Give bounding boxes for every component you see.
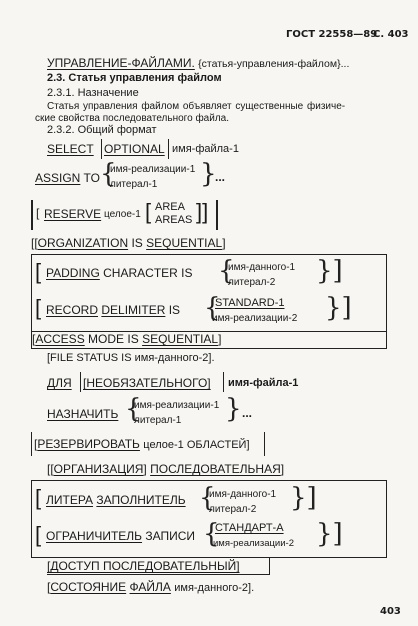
section-title xyxy=(47,56,349,70)
rezerv-line: [РЕЗЕРВИРОВАТЬ целое-1 ОБЛАСТЕЙ] xyxy=(34,437,250,451)
brace-right: } xyxy=(200,159,217,189)
litera-open: [ xyxy=(35,485,42,510)
organization-line xyxy=(31,236,226,250)
kw-access: ACCESS xyxy=(35,332,85,346)
reserve-bar-right xyxy=(216,200,218,230)
kw-organization: ORGANIZATION xyxy=(37,236,129,250)
description-line-2: ские свойства последовательного файла. xyxy=(35,113,230,124)
kw-rezerv: РЕЗЕРВИРОВАТЬ xyxy=(37,437,140,451)
reserve-open: [ xyxy=(36,206,40,220)
file-status-line: [FILE STATUS IS имя-данного-2]. xyxy=(47,352,215,364)
record-brace-left: { xyxy=(204,293,221,323)
kw-sequential: SEQUENTIAL xyxy=(146,236,223,250)
padding-open: [ xyxy=(35,259,42,284)
litera-line xyxy=(46,493,186,507)
rus-brace-right: } xyxy=(225,394,242,424)
rus-impl-name-2: имя-реализации-2 xyxy=(213,538,294,549)
kw-ogranichitel: ОГРАНИЧИТЕЛЬ xyxy=(46,529,143,543)
kw-zapisi: ЗАПИСИ xyxy=(145,529,196,543)
document-code: ГОСТ 22558—89 xyxy=(286,29,378,40)
ogran-brace-left: { xyxy=(203,519,220,549)
sostoyanie-line xyxy=(47,580,254,594)
rus-impl-name-1: имя-реализации-1 xyxy=(134,400,220,411)
kw-neobyaz: [НЕОБЯЗАТЕЛЬНОГО] xyxy=(83,376,211,390)
kw-select: SELECT xyxy=(47,142,94,156)
rus-org-mid: ] xyxy=(143,462,147,476)
org-close: ] xyxy=(222,236,226,250)
area-close: ]] xyxy=(196,199,209,224)
kw-dlya: ДЛЯ xyxy=(47,376,72,390)
org-open: [[ xyxy=(31,236,38,250)
rus-data-name-1: имя-данного-1 xyxy=(209,489,277,500)
kw-litera: ЛИТЕРА xyxy=(46,493,94,507)
kw-record: RECORD xyxy=(46,303,99,317)
kw-areas: AREAS xyxy=(155,214,193,226)
impl-name-1: имя-реализации-1 xyxy=(110,164,196,175)
page-number: 403 xyxy=(380,606,401,617)
ellipsis: ... xyxy=(215,170,226,184)
kw-is: IS xyxy=(131,236,143,250)
subsection-2-3-1: 2.3.1. Назначение xyxy=(47,87,139,99)
title-alt: {статья-управления-файлом}... xyxy=(198,58,350,70)
rus-ellipsis: ... xyxy=(242,406,253,420)
standard-1: STANDARD-1 xyxy=(215,297,285,309)
page-label: С. 403 xyxy=(373,29,409,40)
kw-zapolnitel: ЗАПОЛНИТЕЛЬ xyxy=(96,493,186,507)
rus-org-open: [[ xyxy=(47,462,54,476)
description-line-1: Статья управления файлом объявляет существенные физиче- xyxy=(47,101,346,112)
record-line xyxy=(46,303,180,317)
rus-file-name: имя-файла-1 xyxy=(228,377,299,389)
ogran-line xyxy=(46,529,195,543)
standart-a: СТАНДАРТ-А xyxy=(215,522,284,534)
reserve-bar-left xyxy=(31,200,33,230)
kw-reserve: RESERVE xyxy=(44,207,102,221)
record-brace-right: }] xyxy=(325,293,352,323)
impl-name-2: имя-реализации-2 xyxy=(212,313,298,324)
rus-brace-left: { xyxy=(125,394,142,424)
subsection-2-3: 2.3. Статья управления файлом xyxy=(47,72,222,84)
file-name-1: имя-файла-1 xyxy=(172,143,239,155)
kw-delimiter: DELIMITER xyxy=(101,303,166,317)
ogran-brace-right: }] xyxy=(316,519,343,549)
integer-1: целое-1 xyxy=(104,209,141,220)
kw-posled: ПОСЛЕДОВАТЕЛЬНАЯ xyxy=(150,462,281,476)
kw-to: TO xyxy=(83,171,100,185)
access-line xyxy=(32,332,221,346)
area-open: [ xyxy=(145,199,152,224)
literal-2: литерал-2 xyxy=(228,277,276,288)
kw-sequential-2: SEQUENTIAL xyxy=(142,332,219,346)
kw-area: AREA xyxy=(155,201,185,213)
rus-literal-1: литерал-1 xyxy=(134,415,182,426)
rus-literal-2: литерал-2 xyxy=(209,504,257,515)
padding-brace-left: { xyxy=(218,256,235,286)
record-open: [ xyxy=(35,295,42,320)
brace-left: { xyxy=(100,159,117,189)
kw-padding: PADDING xyxy=(46,266,100,280)
title-main: УПРАВЛЕНИЕ-ФАЙЛАМИ. xyxy=(47,56,195,70)
litera-brace-right: }] xyxy=(290,483,317,513)
access-close: ] xyxy=(218,332,222,346)
padding-line xyxy=(46,266,193,280)
data-name-1: имя-данного-1 xyxy=(228,262,296,273)
kw-assign: ASSIGN xyxy=(35,171,81,185)
assign-line xyxy=(35,171,100,185)
rezerv-tail: целое-1 ОБЛАСТЕЙ] xyxy=(143,439,250,451)
kw-sostoyanie: СОСТОЯНИЕ xyxy=(50,580,127,594)
literal-1: литерал-1 xyxy=(110,179,158,190)
litera-brace-left: { xyxy=(199,483,216,513)
kw-is-4: IS xyxy=(127,332,139,346)
kw-is-3: IS xyxy=(168,303,181,317)
sost-tail: имя-данного-2]. xyxy=(174,582,255,594)
kw-is-2: IS xyxy=(181,266,193,280)
rus-org-close: ] xyxy=(280,462,285,476)
access-open: [ xyxy=(32,332,36,346)
select-line xyxy=(47,142,94,156)
kw-naznachit: НАЗНАЧИТЬ xyxy=(47,407,119,421)
ogran-open: [ xyxy=(35,522,42,547)
subsection-2-3-2: 2.3.2. Общий формат xyxy=(47,124,157,136)
sost-open: [ xyxy=(47,580,51,594)
padding-brace-right: }] xyxy=(316,256,343,286)
kw-optional: OPTIONAL xyxy=(104,142,165,156)
kw-dostup: [ДОСТУП ПОСЛЕДОВАТЕЛЬНЫЙ] xyxy=(47,559,240,573)
kw-faila: ФАЙЛА xyxy=(129,580,171,594)
rus-organization-line xyxy=(47,462,284,476)
kw-organizatsiya: ОРГАНИЗАЦИЯ xyxy=(53,462,144,476)
kw-mode: MODE xyxy=(88,332,125,346)
kw-character: CHARACTER xyxy=(103,266,178,280)
